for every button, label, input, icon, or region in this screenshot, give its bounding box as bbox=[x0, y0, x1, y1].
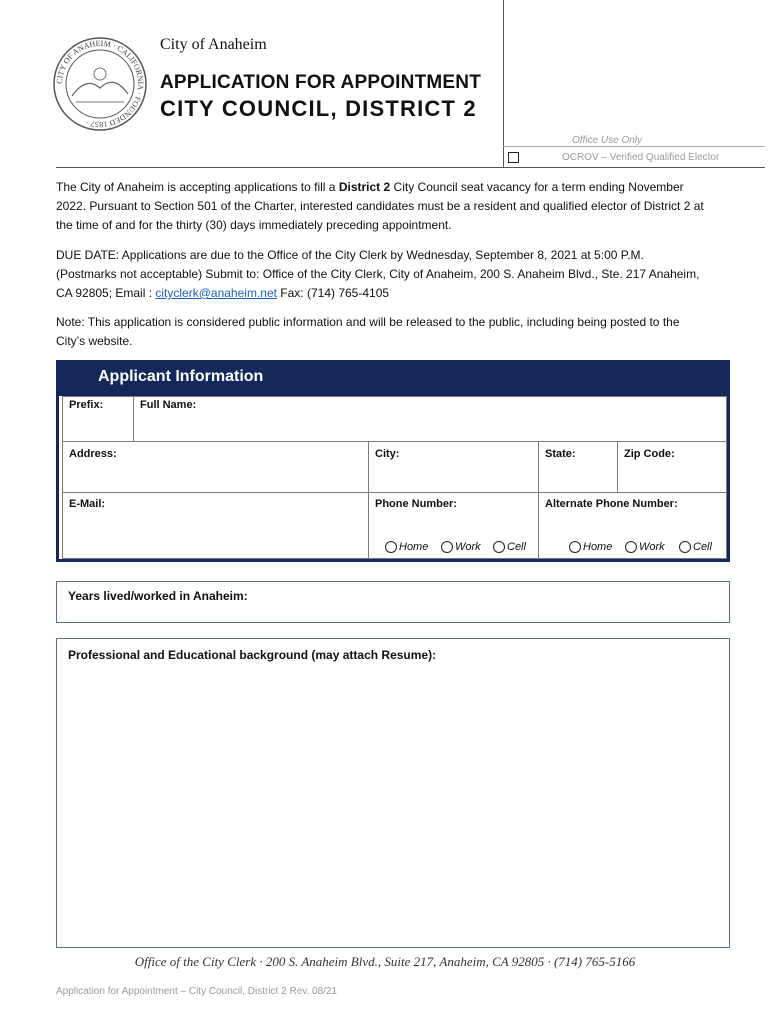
background-label: Professional and Educational background (may attach Resume): bbox=[68, 648, 437, 662]
footer-address: Office of the City Clerk · 200 S. Anaheim Blvd., Suite 217, Anaheim, CA 92805 · (714) 765-5166 bbox=[134, 954, 636, 969]
state-label: State: bbox=[545, 448, 576, 460]
verified-elector-checkbox[interactable] bbox=[508, 152, 519, 163]
years-lived-label: Years lived/worked in Anaheim: bbox=[68, 589, 248, 603]
form-title: APPLICATION FOR APPOINTMENT bbox=[160, 72, 482, 93]
alt-phone-field[interactable] bbox=[538, 492, 727, 559]
revision-note: Application for Appointment – City Council, District 2 Rev. 08/21 bbox=[56, 986, 338, 997]
email-field[interactable] bbox=[62, 492, 369, 559]
full-name-label: Full Name: bbox=[140, 399, 197, 411]
applicant-info-table bbox=[56, 396, 730, 562]
note-paragraph: Note: This application is considered public information and will be released to the public, including being posted to the City’s website. bbox=[56, 315, 680, 348]
phone-label: Phone Number: bbox=[375, 498, 457, 510]
form-subtitle: CITY COUNCIL, DISTRICT 2 bbox=[160, 96, 477, 121]
verified-elector-label: OCROV – Verified Qualified Elector bbox=[562, 152, 720, 163]
applicant-section-title: Applicant Information bbox=[98, 368, 264, 385]
phone-cell-radio[interactable]: Cell bbox=[493, 541, 526, 553]
city-seal-logo bbox=[52, 36, 148, 132]
background-field[interactable] bbox=[56, 638, 730, 948]
alt-phone-label: Alternate Phone Number: bbox=[545, 498, 678, 510]
state-field[interactable] bbox=[538, 441, 618, 493]
phone-home-radio[interactable]: Home bbox=[385, 541, 428, 553]
years-lived-field[interactable] bbox=[56, 581, 730, 623]
alt-phone-work-radio[interactable]: Work bbox=[625, 541, 665, 553]
svg-text:CITY OF ANAHEIM · CALIFORNIA ·: CITY OF ANAHEIM · CALIFORNIA · FOUNDED 1857 · bbox=[54, 38, 146, 130]
office-use-label: Office Use Only bbox=[572, 135, 643, 146]
prefix-field[interactable] bbox=[62, 396, 134, 442]
city-name: City of Anaheim bbox=[160, 36, 267, 53]
full-name-field[interactable] bbox=[133, 396, 727, 442]
zip-code-field[interactable] bbox=[617, 441, 727, 493]
city-label: City: bbox=[375, 448, 400, 460]
city-field[interactable] bbox=[368, 441, 539, 493]
alt-phone-home-radio[interactable]: Home bbox=[569, 541, 612, 553]
address-label: Address: bbox=[69, 448, 117, 460]
due-date-paragraph: DUE DATE: Applications are due to the Office of the City Clerk by Wednesday, September 8, 2021 at 5:00 P.M. (Postmarks not acceptable) Submit to: Office of the City Clerk, City of Anaheim, 200 S. Anaheim Blvd., Ste. 217 Anaheim, CA 92805; Email : cityclerk@anaheim.net Fax: (714) 765-4105 bbox=[56, 248, 700, 300]
email-label: E-Mail: bbox=[69, 498, 106, 510]
phone-field[interactable] bbox=[368, 492, 539, 559]
email-link[interactable]: cityclerk@anaheim.net bbox=[155, 286, 277, 300]
phone-work-radio[interactable]: Work bbox=[441, 541, 481, 553]
intro-paragraph: The City of Anaheim is accepting applications to fill a District 2 City Council seat vacancy for a term ending November 2022. Pursuant to Section 501 of the Charter, interested candidates must be a resident and qualified elector of District 2 at the time of and for the thirty (30) days immediately preceding appointment. bbox=[56, 180, 704, 232]
prefix-label: Prefix: bbox=[69, 399, 104, 411]
alt-phone-cell-radio[interactable]: Cell bbox=[679, 541, 712, 553]
address-field[interactable] bbox=[62, 441, 369, 493]
zip-code-label: Zip Code: bbox=[624, 448, 675, 460]
